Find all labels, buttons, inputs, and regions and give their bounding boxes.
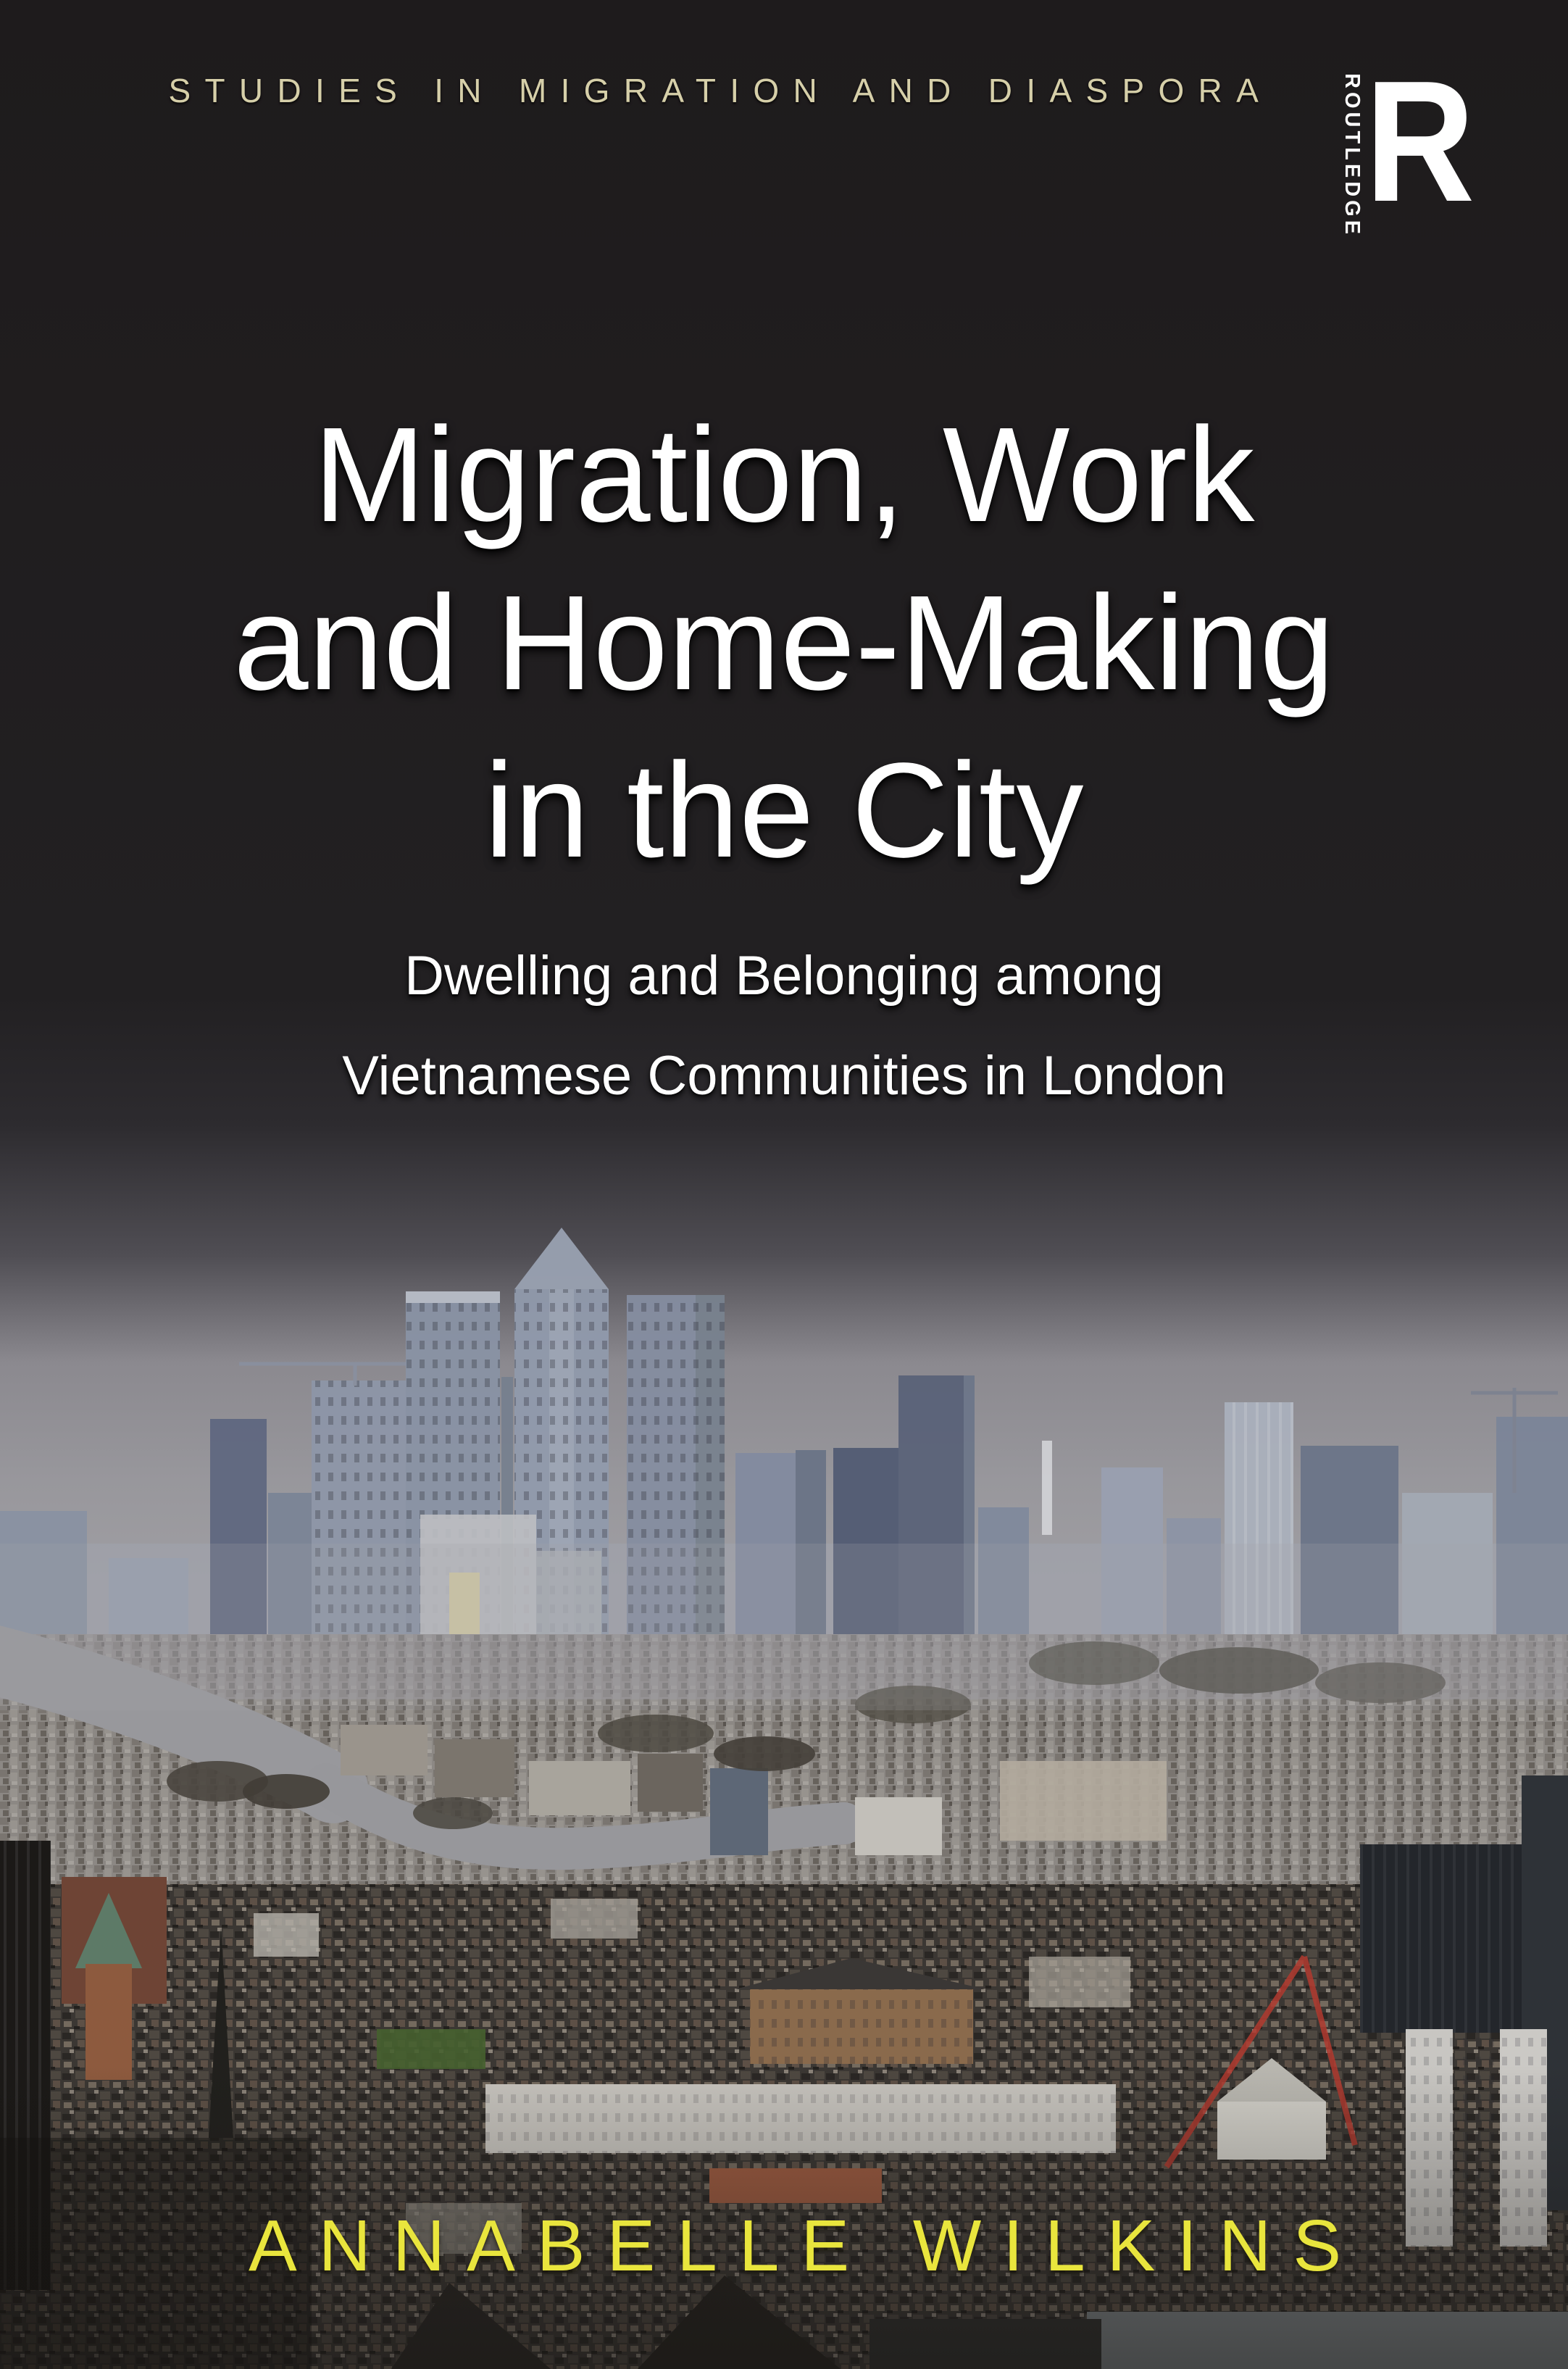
routledge-logo	[1340, 46, 1490, 241]
book-subtitle	[0, 926, 1568, 1127]
series-title: STUDIES IN MIGRATION AND DIASPORA	[168, 72, 1273, 109]
book-title-line-2: and Home-Making	[233, 567, 1335, 718]
midground-city-and-river-thames	[0, 1544, 1568, 1888]
book-subtitle-line-1: Dwelling and Belonging among	[404, 945, 1164, 1007]
author-name: ANNABELLE WILKINS	[248, 2205, 1364, 2286]
book-title-line-3: in the City	[484, 736, 1084, 886]
routledge-logo-monogram: R	[1365, 46, 1475, 238]
book-title-line-1: Migration, Work	[313, 400, 1255, 550]
routledge-logo-wordmark: ROUTLEDGE	[1340, 73, 1364, 238]
book-subtitle-line-2: Vietnamese Communities in London	[342, 1045, 1226, 1107]
book-title	[0, 391, 1568, 895]
